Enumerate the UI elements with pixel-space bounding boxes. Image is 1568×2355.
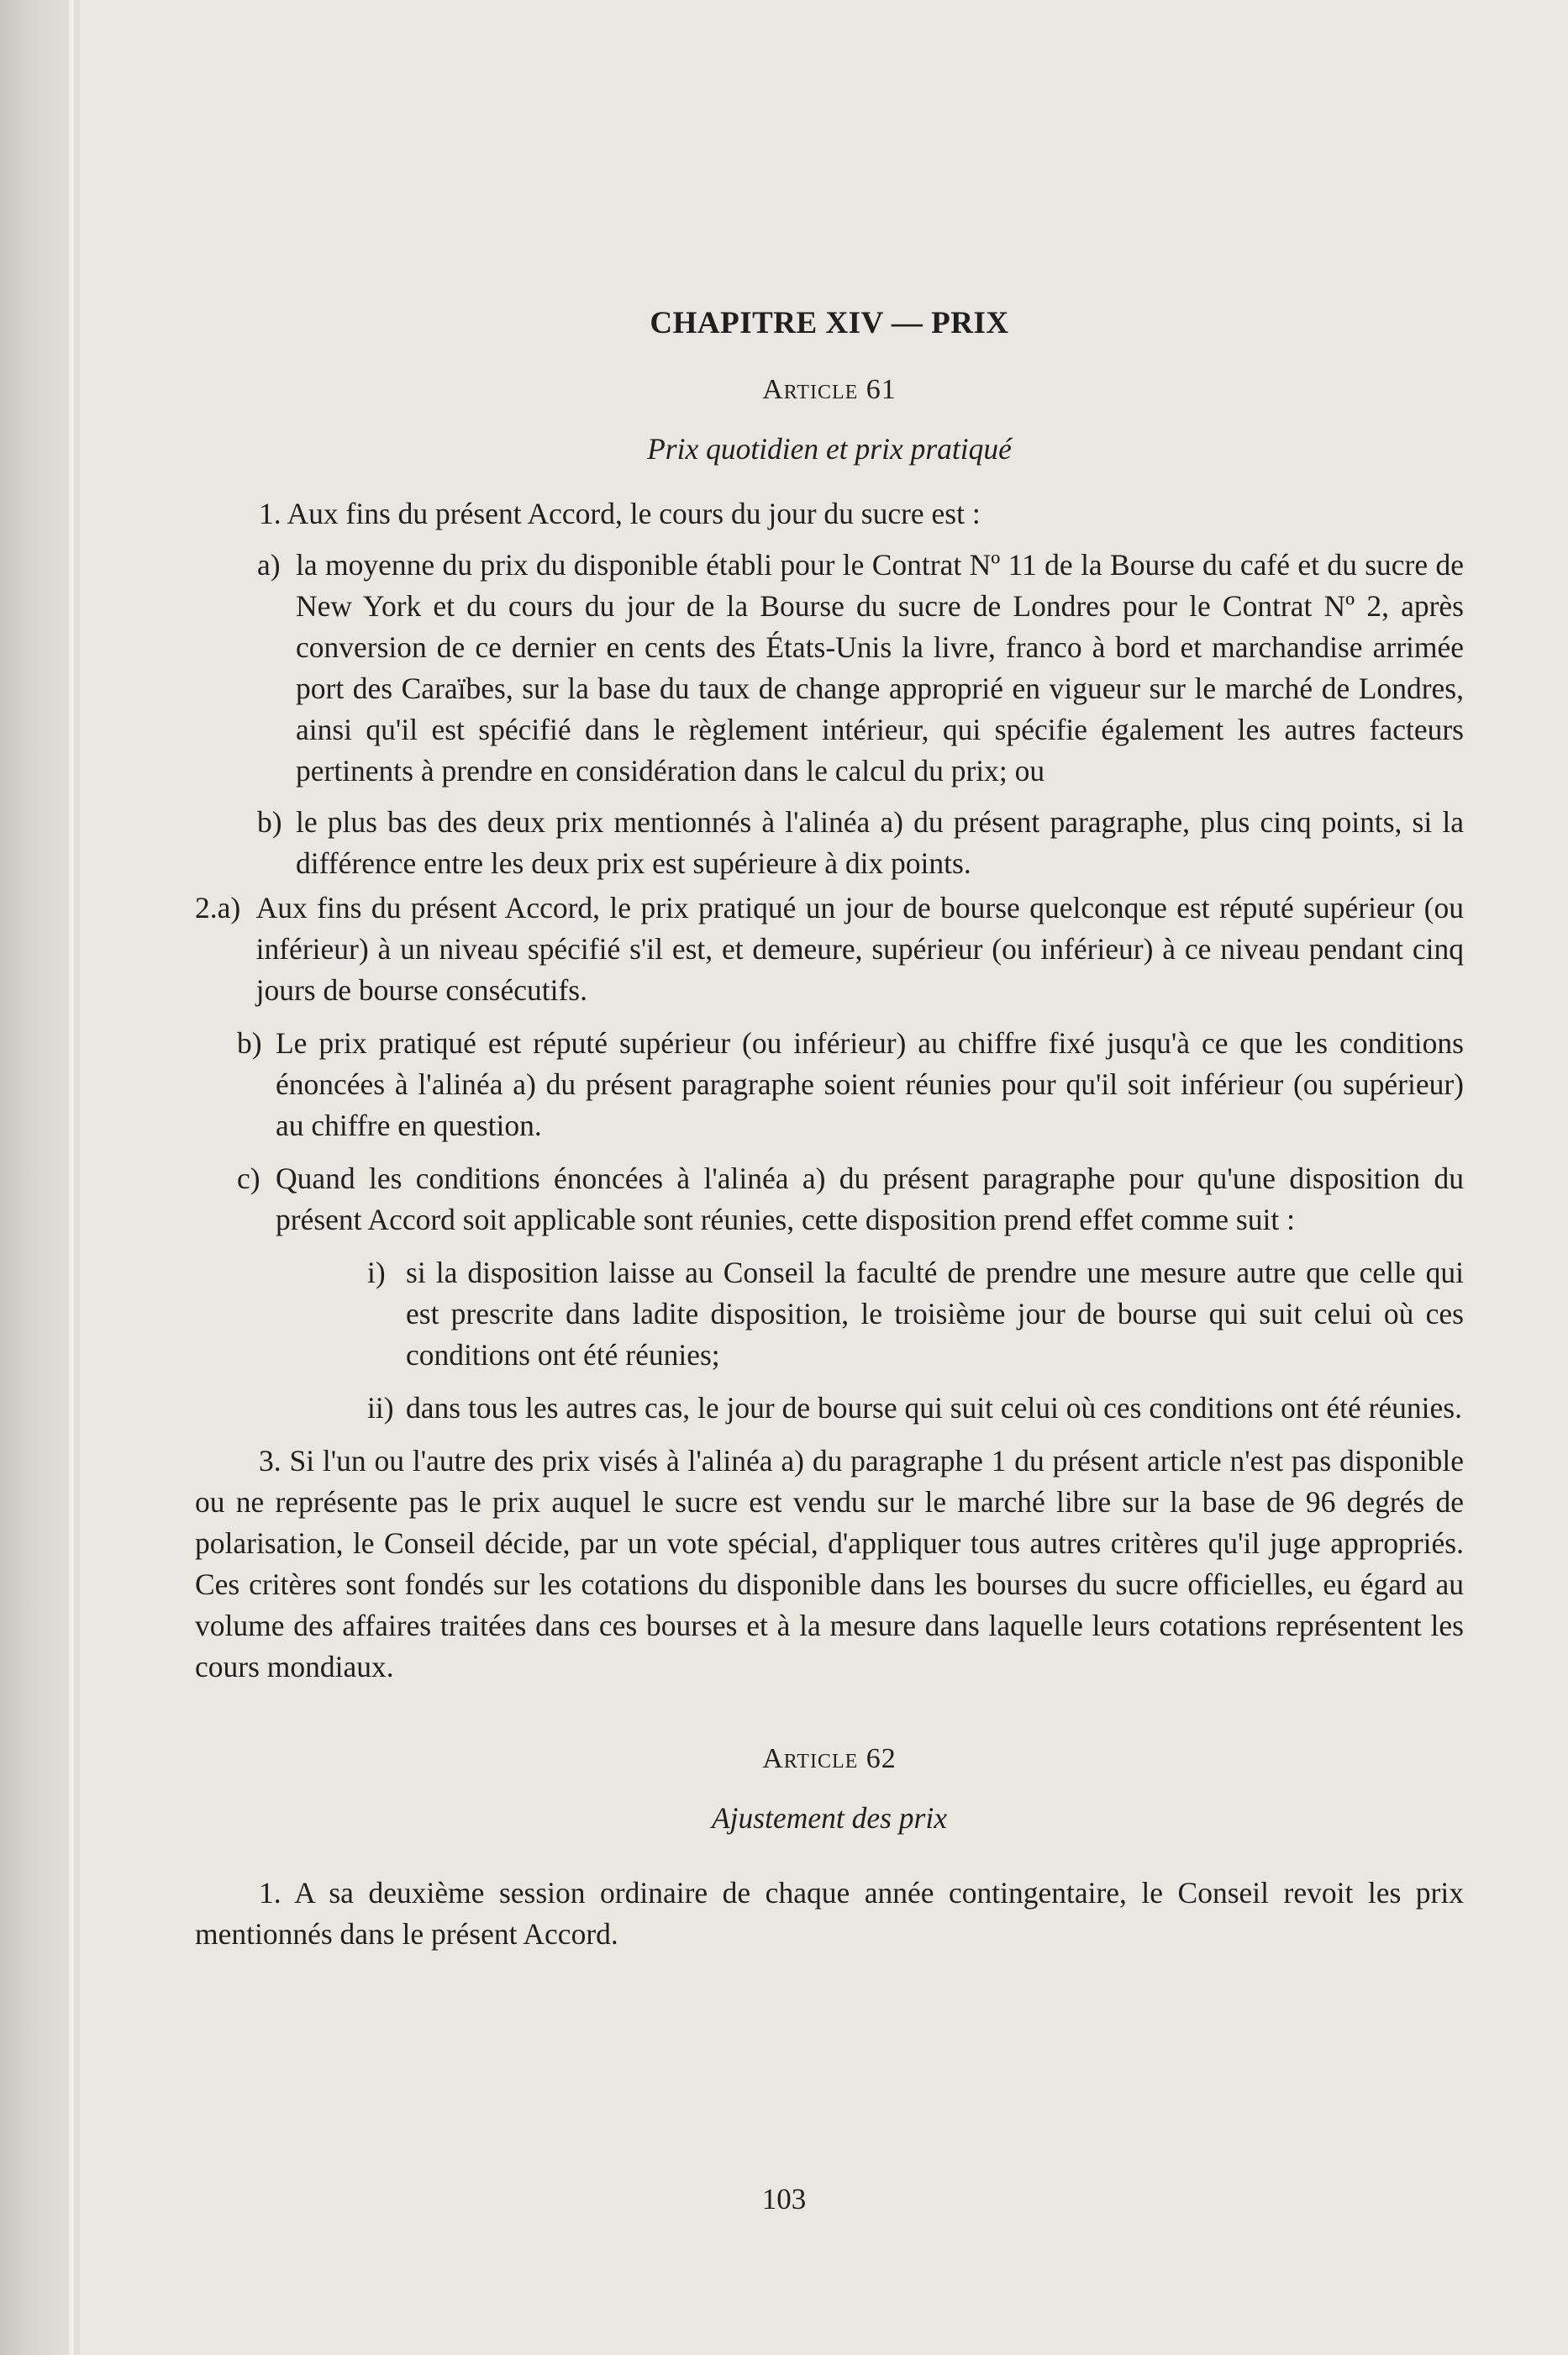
item-text: la moyenne du prix du disponible établi pour le Contrat Nº 11 de la Bourse du café et du sucre de New York et du cours du jour de la Bourse du sucre de Londres pour le Contrat Nº 2, après conversion de ce dernier en cents des États-Unis la livre, franco à bord et marchandise arrimée port des Caraïbes, sur la base du taux de change approprié en vigueur sur le marché de Londres, ainsi qu'il est spécifié dans le règlement intérieur, qui spécifie également les autres facteurs pertinents à prendre en considération dans le calcul du prix; ou bbox=[296, 548, 1464, 788]
page-edge bbox=[0, 0, 80, 2355]
paragraph-number: 2. bbox=[195, 891, 218, 925]
article-61-para2-c bbox=[195, 1158, 1464, 1241]
page-number: 103 bbox=[761, 2183, 807, 2215]
item-marker: b) bbox=[237, 1026, 262, 1060]
article-62-para1: 1. A sa deuxième session ordinaire de chaque année contingentaire, le Conseil revoit les prix mentionnés dans le présent Accord. bbox=[195, 1876, 1464, 1951]
item-marker: i) bbox=[367, 1256, 386, 1289]
item-marker: ii) bbox=[367, 1391, 394, 1425]
item-marker: a) bbox=[257, 548, 281, 582]
item-text: dans tous les autres cas, le jour de bourse qui suit celui où ces conditions ont été réunies. bbox=[406, 1391, 1462, 1425]
item-marker: c) bbox=[237, 1162, 260, 1195]
page-fold bbox=[69, 0, 74, 2355]
item-text: Le prix pratiqué est réputé supérieur (ou inférieur) au chiffre fixé jusqu'à ce que les conditions énoncées à l'alinéa a) du présent paragraphe soient réunies pour qu'il soit inférieur (ou supérieur) au chiffre en question. bbox=[276, 1026, 1464, 1142]
item-marker: b) bbox=[257, 805, 282, 839]
document-body bbox=[195, 303, 1464, 1955]
item-text: Quand les conditions énoncées à l'alinéa a) du présent paragraphe pour qu'une disposition du présent Accord soit applicable sont réunies, cette disposition prend effet comme suit : bbox=[276, 1162, 1464, 1236]
article-62-subtitle: Ajustement des prix bbox=[712, 1801, 947, 1835]
article-62-heading: Article 62 bbox=[762, 1743, 897, 1774]
article-61-para1-intro: 1. Aux fins du présent Accord, le cours du jour du sucre est : bbox=[259, 497, 981, 530]
item-text: Aux fins du présent Accord, le prix pratiqué un jour de bourse quelconque est réputé supérieur (ou inférieur) à un niveau spécifié s'il est, et demeure, supérieur (ou inférieur) à ce niveau pendant cinq jours de bourse consécutifs. bbox=[255, 891, 1464, 1007]
article-61-subtitle: Prix quotidien et prix pratiqué bbox=[647, 432, 1012, 466]
item-text: le plus bas des deux prix mentionnés à l'alinéa a) du présent paragraphe, plus cinq points, si la différence entre les deux prix est supérieure à dix points. bbox=[296, 805, 1464, 880]
item-text: si la disposition laisse au Conseil la faculté de prendre une mesure autre que celle qui est prescrite dans ladite disposition, le troisième jour de bourse qui suit celui où ces conditions ont été réunies; bbox=[406, 1256, 1464, 1372]
article-61-heading: Article 61 bbox=[762, 374, 897, 405]
article-61-para2-b bbox=[195, 1023, 1464, 1146]
chapter-title: CHAPITRE XIV — PRIX bbox=[650, 306, 1009, 340]
article-61-item-a bbox=[195, 545, 1464, 792]
article-61-para3: 3. Si l'un ou l'autre des prix visés à l'alinéa a) du paragraphe 1 du présent article n'est pas disponible ou ne représente pas le prix auquel le sucre est vendu sur le marché libre sur la base de 96 degrés de polarisation, le Conseil décide, par un vote spécial, d'appliquer tous autres critères qu'il juge appropriés. Ces critères sont fondés sur les cotations du disponible dans les bourses du sucre officielles, eu égard au volume des affaires traitées dans ces bourses et à la mesure dans laquelle leurs cotations représentent les cours mondiaux. bbox=[195, 1444, 1464, 1683]
article-61-para2-a bbox=[195, 888, 1464, 1011]
article-61-para2-c-i bbox=[195, 1252, 1464, 1376]
item-marker: a) bbox=[217, 891, 241, 925]
article-61-para2-c-ii bbox=[195, 1388, 1464, 1429]
article-61-item-b bbox=[195, 802, 1464, 884]
